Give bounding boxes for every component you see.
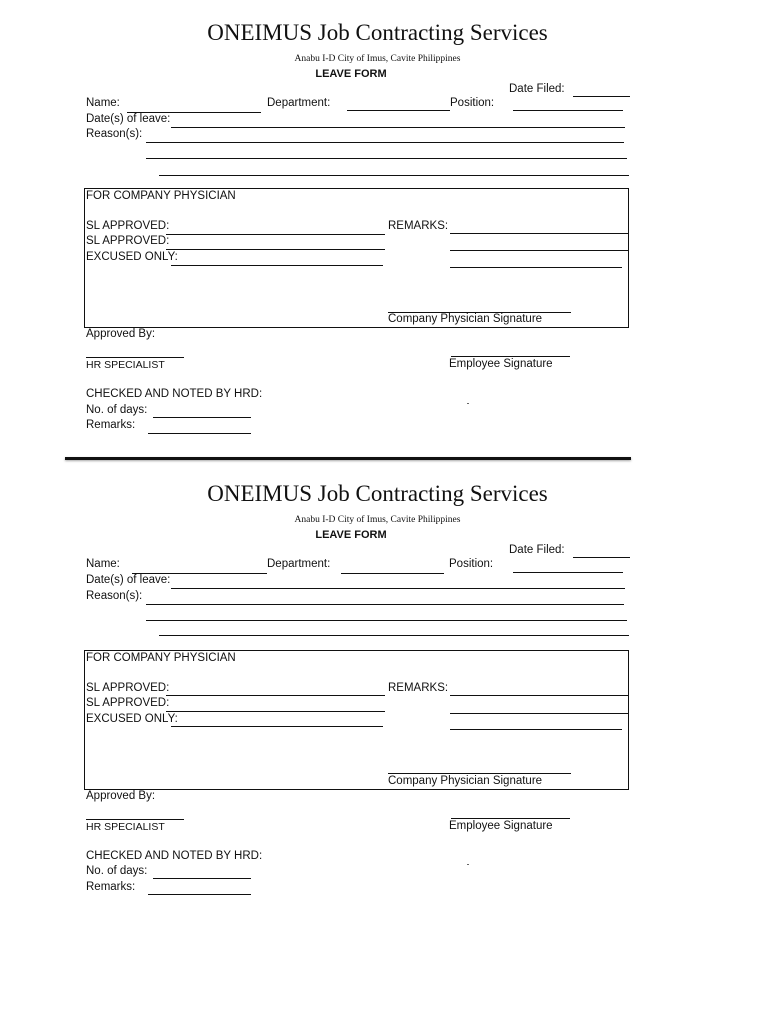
sl-approved-label-2: SL APPROVED: (86, 235, 170, 247)
remarks-field-line-1[interactable] (450, 695, 628, 696)
position-label: Position: (450, 97, 495, 109)
no-of-days-label: No. of days: (86, 404, 148, 416)
approved-by-label: Approved By: (86, 328, 156, 340)
reasons-field-line-1[interactable] (146, 142, 624, 143)
reasons-field-line-3[interactable] (159, 175, 629, 176)
position-label: Position: (449, 558, 494, 570)
remarks-label: REMARKS: (388, 220, 449, 232)
physician-section-title: FOR COMPANY PHYSICIAN (86, 190, 236, 202)
remarks-field-line-2[interactable] (450, 250, 628, 251)
remarks-bottom-label: Remarks: (86, 881, 136, 893)
sl-approved-label-2: SL APPROVED: (86, 697, 170, 709)
leave-form-2 (0, 461, 768, 921)
remarks-label: REMARKS: (388, 682, 449, 694)
no-of-days-field[interactable] (153, 417, 251, 418)
sl-approved-field-2[interactable] (166, 711, 385, 712)
excused-only-label: EXCUSED ONLY: (86, 713, 178, 725)
hr-specialist-label: HR SPECIALIST (86, 821, 165, 833)
sl-approved-label-1: SL APPROVED: (86, 682, 170, 694)
remarks-bottom-field[interactable] (148, 433, 251, 434)
physician-section-title: FOR COMPANY PHYSICIAN (86, 652, 236, 664)
reasons-label: Reason(s): (86, 590, 143, 602)
hr-specialist-signature-line[interactable] (86, 357, 184, 358)
approved-by-label: Approved By: (86, 790, 156, 802)
remarks-bottom-field[interactable] (148, 894, 251, 895)
name-label: Name: (86, 558, 120, 570)
reasons-field-line-3[interactable] (159, 635, 629, 636)
department-label: Department: (267, 558, 331, 570)
form-name: LEAVE FORM (315, 68, 387, 80)
department-label: Department: (267, 97, 331, 109)
sl-approved-field-1[interactable] (166, 234, 385, 235)
dates-of-leave-field[interactable] (171, 127, 625, 128)
remarks-field-line-2[interactable] (450, 713, 628, 714)
excused-only-field[interactable] (171, 726, 383, 727)
company-address: Anabu I-D City of Imus, Cavite Philippines (294, 54, 461, 64)
excused-only-field[interactable] (171, 265, 383, 266)
reasons-field-line-2[interactable] (146, 158, 627, 159)
sl-approved-field-2[interactable] (166, 249, 385, 250)
remarks-field-line-1[interactable] (450, 233, 628, 234)
department-field[interactable] (347, 110, 450, 111)
hr-specialist-signature-line[interactable] (86, 819, 184, 820)
physician-signature-line[interactable] (388, 773, 571, 774)
sl-approved-label-1: SL APPROVED: (86, 220, 170, 232)
company-title: ONEIMUS Job Contracting Services (207, 20, 548, 45)
stray-dot (467, 864, 469, 865)
dates-of-leave-label: Date(s) of leave: (86, 574, 171, 586)
employee-signature-label: Employee Signature (449, 820, 553, 832)
checked-noted-label: CHECKED AND NOTED BY HRD: (86, 388, 263, 400)
employee-signature-line[interactable] (451, 356, 570, 357)
sl-approved-field-1[interactable] (166, 695, 385, 696)
physician-signature-label: Company Physician Signature (388, 775, 543, 787)
checked-noted-label: CHECKED AND NOTED BY HRD: (86, 850, 263, 862)
remarks-bottom-label: Remarks: (86, 419, 136, 431)
reasons-field-line-2[interactable] (146, 620, 627, 621)
stray-dot (467, 403, 469, 404)
reasons-field-line-1[interactable] (146, 604, 624, 605)
department-field[interactable] (341, 573, 444, 574)
date-filed-field[interactable] (573, 96, 630, 97)
remarks-field-line-3[interactable] (450, 729, 622, 730)
no-of-days-field[interactable] (153, 878, 251, 879)
company-address: Anabu I-D City of Imus, Cavite Philippines (294, 515, 461, 525)
employee-signature-label: Employee Signature (449, 358, 553, 370)
date-filed-label: Date Filed: (509, 544, 565, 556)
hr-specialist-label: HR SPECIALIST (86, 359, 165, 371)
position-field[interactable] (513, 110, 623, 111)
form-name: LEAVE FORM (315, 529, 387, 541)
date-filed-label: Date Filed: (509, 83, 565, 95)
employee-signature-line[interactable] (451, 818, 570, 819)
reasons-label: Reason(s): (86, 128, 143, 140)
form-divider (65, 457, 631, 460)
leave-form-1 (0, 0, 768, 460)
no-of-days-label: No. of days: (86, 865, 148, 877)
excused-only-label: EXCUSED ONLY: (86, 251, 178, 263)
dates-of-leave-label: Date(s) of leave: (86, 113, 171, 125)
remarks-field-line-3[interactable] (450, 267, 622, 268)
company-title: ONEIMUS Job Contracting Services (207, 481, 548, 506)
dates-of-leave-field[interactable] (171, 588, 625, 589)
date-filed-field[interactable] (573, 557, 630, 558)
position-field[interactable] (513, 572, 623, 573)
name-label: Name: (86, 97, 120, 109)
physician-signature-label: Company Physician Signature (388, 313, 543, 325)
